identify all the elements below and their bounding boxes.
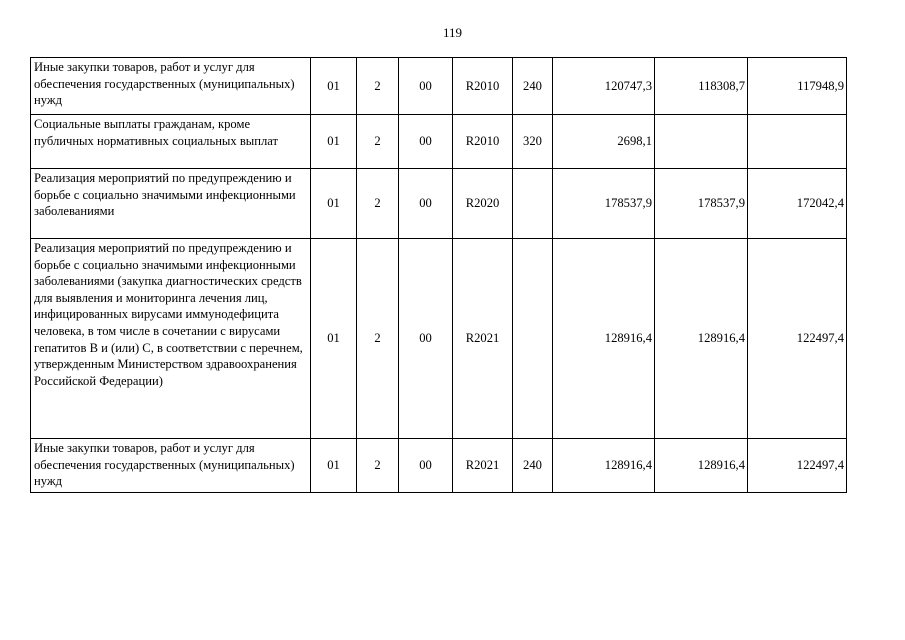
- activity-code: 00: [399, 58, 453, 115]
- program-code: 01: [311, 169, 357, 239]
- expense-type-code: 240: [513, 439, 553, 493]
- expense-type-code: 240: [513, 58, 553, 115]
- row-name: Реализация мероприятий по предупреждению и борьбе с социально значимыми инфекционными заболеваниями (закупка диагностических средств для выявления и мониторинга лечения лиц, инфицированных вирусами иммунодефицита человека, в том числе в сочетании с вирусами гепатитов B и (или) C, в соответствии с перечнем, утвержденным Министерством здравоохранения Российской Федерации): [31, 239, 311, 439]
- expense-type-code: [513, 169, 553, 239]
- program-code: 01: [311, 115, 357, 169]
- amount-year-3: 172042,4: [748, 169, 847, 239]
- subprogram-code: 2: [357, 115, 399, 169]
- row-name: Реализация мероприятий по предупреждению и борьбе с социально значимыми инфекционными заболеваниями: [31, 169, 311, 239]
- row-name: Социальные выплаты гражданам, кроме публичных нормативных социальных выплат: [31, 115, 311, 169]
- subprogram-code: 2: [357, 58, 399, 115]
- amount-year-2: 128916,4: [655, 239, 748, 439]
- amount-year-1: 128916,4: [553, 439, 655, 493]
- amount-year-3: 122497,4: [748, 439, 847, 493]
- amount-year-3: 117948,9: [748, 58, 847, 115]
- program-code: 01: [311, 58, 357, 115]
- amount-year-1: 2698,1: [553, 115, 655, 169]
- direction-code: R2021: [453, 239, 513, 439]
- activity-code: 00: [399, 115, 453, 169]
- amount-year-2: [655, 115, 748, 169]
- subprogram-code: 2: [357, 169, 399, 239]
- budget-table: [30, 57, 847, 493]
- amount-year-2: 128916,4: [655, 439, 748, 493]
- row-name: Иные закупки товаров, работ и услуг для обеспечения государственных (муниципальных) нужд: [31, 58, 311, 115]
- table-row: [31, 115, 847, 169]
- amount-year-3: 122497,4: [748, 239, 847, 439]
- amount-year-2: 178537,9: [655, 169, 748, 239]
- amount-year-1: 128916,4: [553, 239, 655, 439]
- subprogram-code: 2: [357, 239, 399, 439]
- expense-type-code: 320: [513, 115, 553, 169]
- activity-code: 00: [399, 439, 453, 493]
- program-code: 01: [311, 239, 357, 439]
- program-code: 01: [311, 439, 357, 493]
- direction-code: R2020: [453, 169, 513, 239]
- activity-code: 00: [399, 169, 453, 239]
- activity-code: 00: [399, 239, 453, 439]
- table-row: [31, 169, 847, 239]
- page-number: 119: [442, 25, 463, 40]
- amount-year-1: 178537,9: [553, 169, 655, 239]
- direction-code: R2010: [453, 115, 513, 169]
- table-row: [31, 439, 847, 493]
- direction-code: R2010: [453, 58, 513, 115]
- row-name: Иные закупки товаров, работ и услуг для обеспечения государственных (муниципальных) нужд: [31, 439, 311, 493]
- subprogram-code: 2: [357, 439, 399, 493]
- table-row: [31, 239, 847, 439]
- amount-year-3: [748, 115, 847, 169]
- table-row: [31, 58, 847, 115]
- expense-type-code: [513, 239, 553, 439]
- amount-year-1: 120747,3: [553, 58, 655, 115]
- direction-code: R2021: [453, 439, 513, 493]
- amount-year-2: 118308,7: [655, 58, 748, 115]
